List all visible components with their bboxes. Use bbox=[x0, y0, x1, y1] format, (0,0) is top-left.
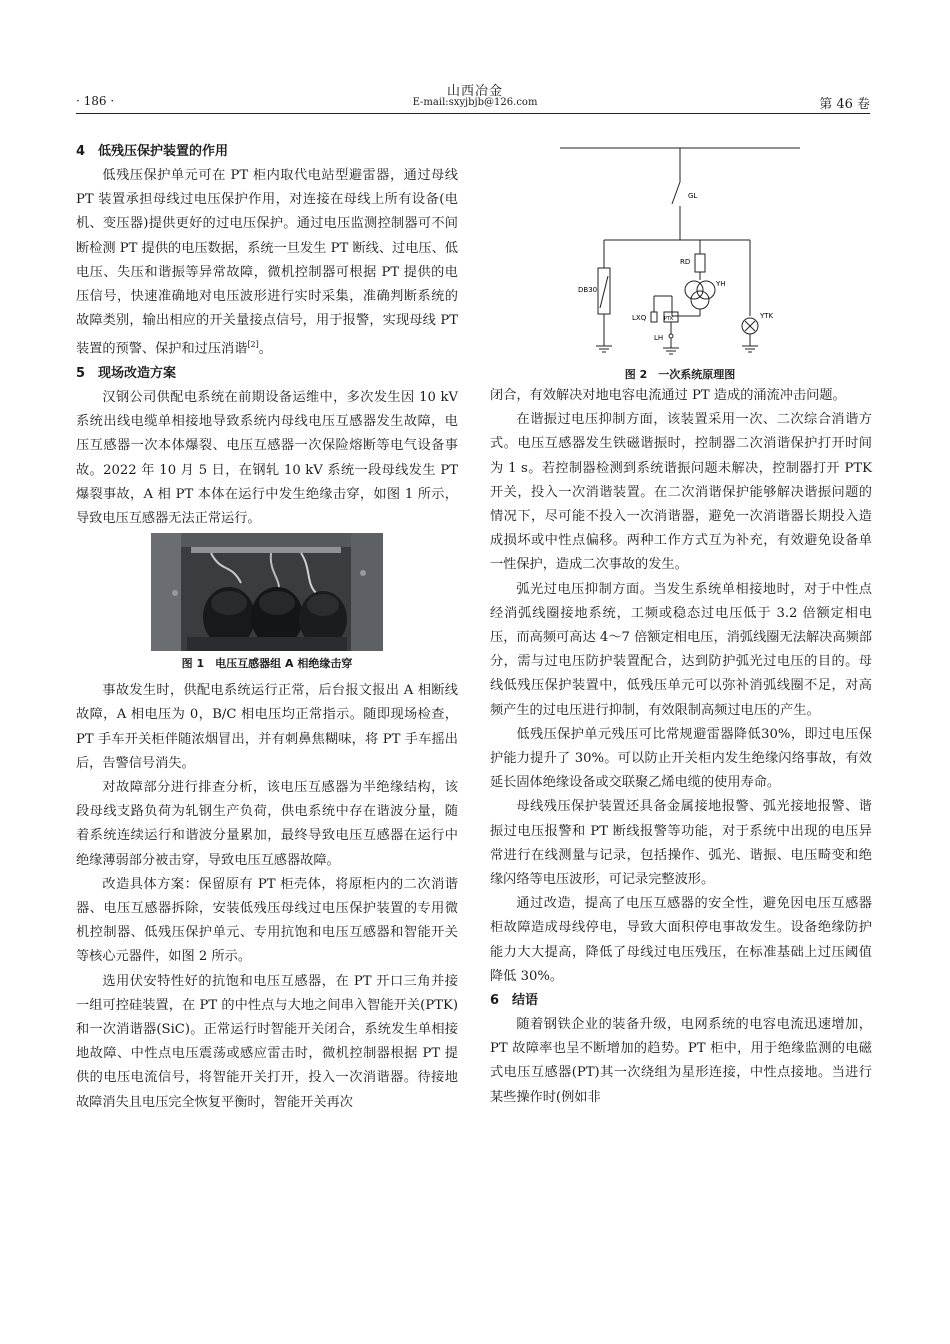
section-6-title: 6 结语 bbox=[490, 993, 539, 1009]
section-5-paragraph-3: 对故障部分进行排查分析，该电压互感器为半绝缘结构，该段母线支路负荷为轧钢生产负荷，供电系统中存在谐波分量，随着系统连续运行和谐波分量累加，最终导致电压互感器在运行中绝缘薄弱部分被击穿，导致电压互感器故障。 bbox=[76, 780, 458, 868]
right-column bbox=[490, 384, 872, 1110]
section-4-text: 低残压保护单元可在 PT 柜内取代电站型避雷器，通过母线 PT 装置承担母线过电压保护作用，对连接在母线上所有设备(电机、变压器)提供更好的过电压保护。通过电压监测控制器可不间断检测 PT 提供的电压数据，系统一旦发生 PT 断线、过电压、低电压、失压和谐振等异常故障，微机控制器可根据 PT 提供的电压信号，快速准确地对电压波形进行实时采集，准确判断系统的故障类别，输出相应的开关量接点信号，用于报警，实现母线 PT 装置的预警、保护和过压消谐 bbox=[76, 168, 458, 357]
figure-1-illustration bbox=[151, 533, 383, 651]
header-rule bbox=[76, 113, 870, 114]
right-paragraph-6: 通过改造，提高了电压互感器的安全性，避免因电压互感器柜故障造成母线停电，导致大面积停电事故发生。设备绝缘防护能力大大提高，降低了母线过电压残压，在标准基础上过压阈值降低 30%。 bbox=[490, 896, 872, 984]
label-ytk: YTK bbox=[760, 312, 774, 320]
right-paragraph-1: 闭合，有效解决对地电容电流通过 PT 造成的涌流冲击问题。 bbox=[490, 388, 846, 403]
section-5-paragraph-4: 改造具体方案：保留原有 PT 柜壳体，将原柜内的二次消谐器、电压互感器拆除，安装低残压母线过电压保护装置的专用微机控制器、低残压保护单元、专用抗饱和电压互感器和智能开关等核心元器件，如图 2 所示。 bbox=[76, 876, 458, 965]
label-yh: YH bbox=[716, 280, 726, 288]
citation-ref: [2] bbox=[247, 340, 259, 350]
left-column bbox=[76, 140, 458, 1115]
section-4-paragraph bbox=[76, 164, 458, 362]
figure-1-photo bbox=[151, 533, 383, 651]
label-lh: LH bbox=[654, 334, 664, 342]
label-db30: DB30 bbox=[578, 286, 598, 294]
journal-email: E-mail:sxyjbjb@126.com bbox=[412, 97, 538, 108]
section-5-paragraph-1: 汉钢公司供配电系统在前期设备运维中，多次发生因 10 kV 系统出线电缆单相接地导致系统内母线电压互感器发生故障，电压互感器一次本体爆裂、电压互感器一次保险熔断等电气设备事故。2022 年 10 月 5 日，在钢轧 10 kV 系统一段母线发生 PT 爆裂事故，A 相 PT 本体在运行中发生绝缘击穿，如图 1 所示，导致电压互感器无法正常运行。 bbox=[76, 390, 458, 527]
figure-1-caption: 图 1 电压互感器组 A 相绝缘击穿 bbox=[181, 657, 353, 671]
yh-transformer-coil bbox=[685, 281, 703, 299]
right-paragraph-5: 母线残压保护装置还具备金属接地报警、弧光接地报警、谐振过电压报警和 PT 断线报警等功能，对于系统中出现的电压异常进行在线测量与记录，包括操作、弧光、谐振、电压畸变和绝缘闪络等电压波形，可记录完整波形。 bbox=[490, 799, 872, 888]
label-rd: RD bbox=[680, 258, 691, 266]
section-5-paragraph-2: 事故发生时，供配电系统运行正常，后台报文报出 A 相断线故障，A 相电压为 0，B/C 相电压均正常指示。随即现场检查，PT 手车开关柜伴随浓烟冒出，并有刺鼻焦糊味，将 PT 手车摇出后，告警信号消失。 bbox=[76, 683, 458, 771]
figure-2-caption: 图 2 一次系统原理图 bbox=[624, 368, 736, 381]
right-paragraph-3: 弧光过电压抑制方面。当发生系统单相接地时，对于中性点经消弧线圈接地系统，工频或稳态过电压低于 3.2 倍额定相电压，而高频可高达 4～7 倍额定相电压，消弧线圈无法解决高频部分，需与过电压防护装置配合，达到防护弧光过电压的目的。母线低残压保护装置中，低残压单元可以弥补消弧线圈不足，对高频产生的过电压进行抑制，有效限制高频过电压的产生。 bbox=[490, 581, 872, 718]
figure-2-diagram bbox=[560, 140, 800, 366]
volume-number: 第 46 卷 bbox=[819, 97, 870, 112]
section-4-end: 。 bbox=[258, 341, 272, 357]
section-5-title: 5 现场改造方案 bbox=[76, 366, 177, 382]
lxq-suppressor bbox=[651, 312, 657, 322]
gl-switch bbox=[672, 182, 680, 204]
right-paragraph-2: 在谐振过电压抑制方面，该装置采用一次、二次综合消谐方式。电压互感器发生铁磁谐振时，控制器二次消谐保护打开时间为 1 s。若控制器检测到系统谐振问题未解决，控制器打开 PTK 开关，投入一次消谐装置。在二次消谐保护能够解决谐振问题的情况下，尽可能不投入一次消谐器，避免一次消谐器长期投入造成损坏或中性点偏移。两种工作方式互为补充，有效避免设备单一性保护，造成二次事故的发生。 bbox=[490, 412, 872, 573]
rd-fuse bbox=[695, 254, 705, 272]
label-gl: GL bbox=[688, 192, 698, 200]
section-6-paragraph-1: 随着钢铁企业的装备升级，电网系统的电容电流迅速增加，PT 故障率也呈不断增加的趋势。PT 柜中，用于绝缘监测的电磁式电压互感器(PT)其一次绕组为星形连接，中性点接地。当进行某些操作时(例如非 bbox=[490, 1017, 872, 1105]
section-4-title: 4 低残压保护装置的作用 bbox=[76, 144, 229, 159]
page-number: · 186 · bbox=[76, 94, 115, 108]
section-5-paragraph-5: 选用伏安特性好的抗饱和电压互感器，在 PT 开口三角并接一组可控硅装置，在 PT 的中性点与大地之间串入智能开关(PTK)和一次消谐器(SiC)。正常运行时智能开关闭合，系统发生单相接地故障、中性点电压震荡或感应雷击时，微机控制器根据 PT 提供的电压电流信号，将智能开关打开，投入一次消谐器。待接地故障消失且电压完全恢复平衡时，智能开关再次 bbox=[76, 973, 458, 1110]
journal-title: 山西冶金 bbox=[446, 84, 503, 99]
label-lxq: LXQ bbox=[632, 314, 647, 322]
label-ptk: PTK bbox=[664, 316, 674, 322]
right-paragraph-4: 低残压保护单元残压可比常规避雷器降低30%，即过电压保护能力提升了 30%。可以防止开关柜内发生绝缘闪络事故，有效延长固体绝缘设备或交联聚乙烯电缆的使用寿命。 bbox=[490, 726, 872, 791]
lh-current-sensor bbox=[669, 334, 673, 338]
